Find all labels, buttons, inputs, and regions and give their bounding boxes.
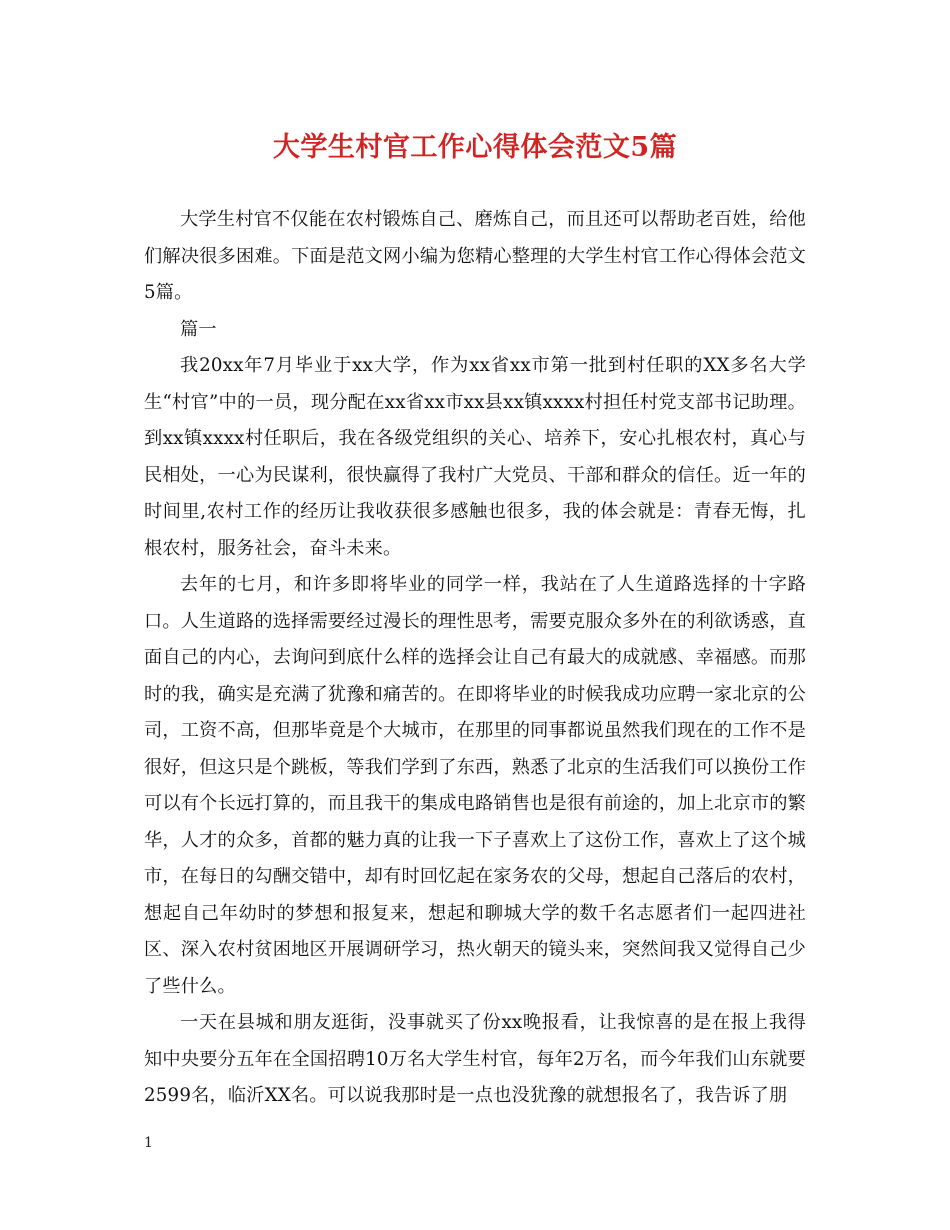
page-number: 1 <box>144 1135 153 1151</box>
body-paragraph: 我20xx年7月毕业于xx大学，作为xx省xx市第一批到村任职的XX多名大学生“村官”中的一员，现分配在xx省xx市xx县xx镇xxxx村担任村党支部书记助理。 到xx镇xxxx村任职后，我在各级党组织的关心、培养下，安心扎根农村，真心与民相处，一心为民谋利，很快赢得了我村广大党员、干部和群众的信任。近一年的时间里,农村工作的经历让我收获很多感触也很多，我的体会就是：青春无悔，扎根农村，服务社会，奋斗未来。 <box>144 355 806 559</box>
section-heading-part-one: 篇一 <box>180 318 217 340</box>
document-title: 大学生村官工作心得体会范文5篇 <box>272 132 678 163</box>
body-paragraph: 一天在县城和朋友逛街，没事就买了份xx晚报看，让我惊喜的是在报上我得知中央要分五年在全国招聘10万名大学生村官，每年2万名，而今年我们山东就要2599名，临沂XX名。可以说我那时是一点也没犹豫的就想报名了，我告诉了朋 <box>144 1012 806 1106</box>
body-paragraph: 去年的七月，和许多即将毕业的同学一样，我站在了人生道路选择的十字路口。人生道路的选择需要经过漫长的理性思考，需要克服众多外在的利欲诱惑，直面自己的内心，去询问到底什么样的选择会让自己有最大的成就感、幸福感。而那时的我，确实是充满了犹豫和痛苦的。在即将毕业的时候我成功应聘一家北京的公司，工资不高，但那毕竟是个大城市，在那里的同事都说虽然我们现在的工作不是很好，但这只是个跳板，等我们学到了东西，熟悉了北京的生活我们可以换份工作可以有个长远打算的，而且我干的集成电路销售也是很有前途的，加上北京市的繁华，人才的众多，首都的魅力真的让我一下子喜欢上了这份工作，喜欢上了这个城市，在每日的勾酬交错中，却有时回忆起在家务农的父母，想起自己落后的农村，想起自己年幼时的梦想和报复来，想起和聊城大学的数千名志愿者们一起四进社区、深入农村贫困地区开展调研学习，热火朝天的镜头来，突然间我又觉得自己少了些什么。 <box>144 574 806 997</box>
intro-paragraph: 大学生村官不仅能在农村锻炼自己、磨炼自己，而且还可以帮助老百姓，给他们解决很多困难。下面是范文网小编为您精心整理的大学生村官工作心得体会范文5篇。 <box>144 209 806 303</box>
document-body <box>144 202 806 1115</box>
